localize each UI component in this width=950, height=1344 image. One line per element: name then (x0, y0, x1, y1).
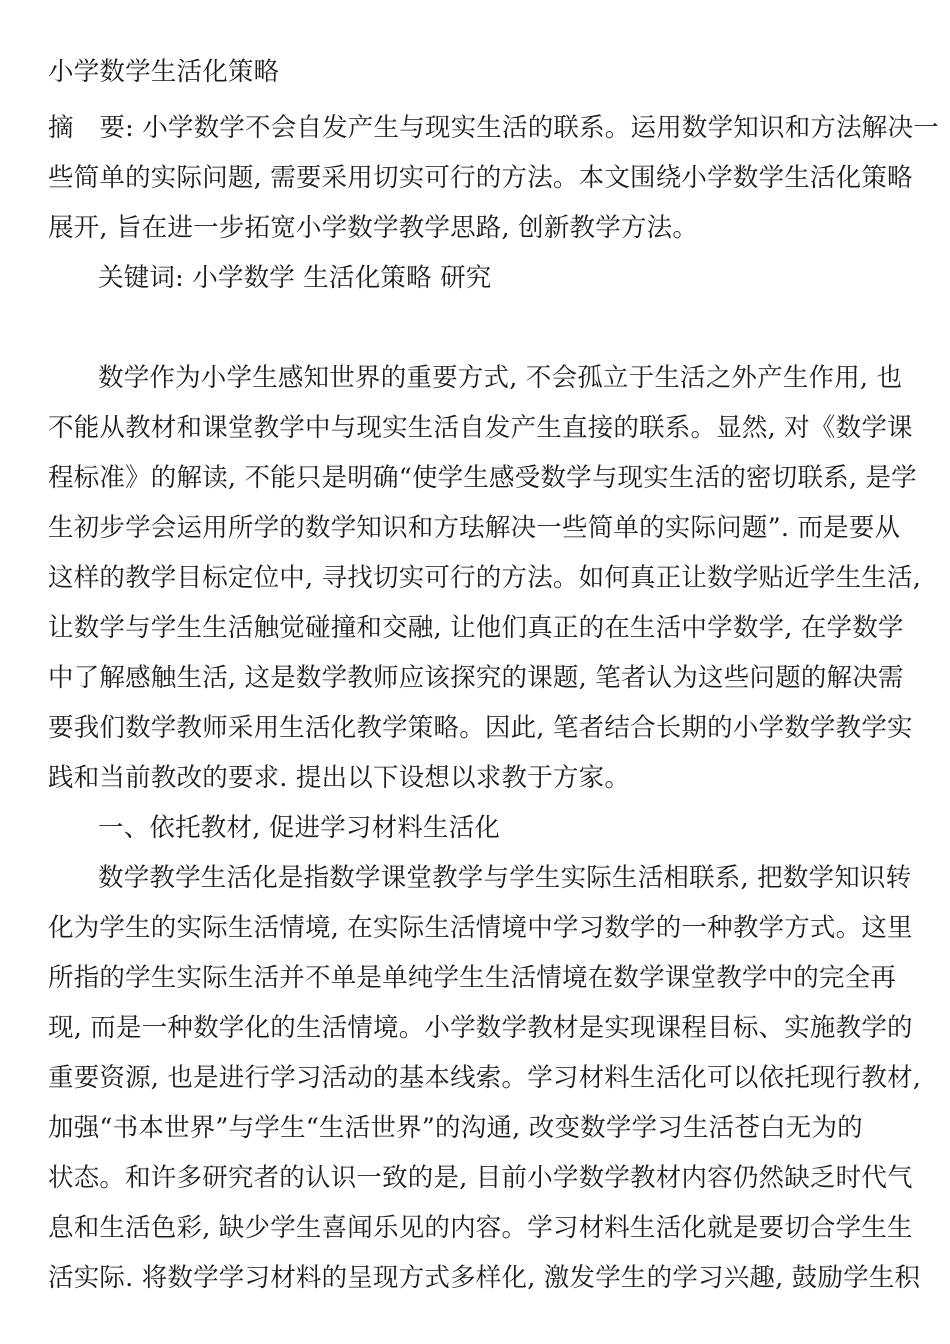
keywords: 关键词: 小学数学 生活化策略 研究 (98, 263, 492, 293)
body-line: 所指的学生实际生活并不单是单纯学生生活情境在数学课堂教学中的完全再 (48, 963, 897, 993)
document-title: 小学数学生活化策略 (48, 57, 280, 87)
body-line: 息和生活色彩, 缺少学生喜闻乐见的内容。学习材料生活化就是要切合学生生 (48, 1213, 913, 1243)
body-line: 生初步学会运用所学的数学知识和方珐解决一些简单的实际问题”. 而是要从 (48, 513, 901, 543)
body-line: 中了解感触生活, 这是数学教师应该探究的课题, 笔者认为这些问题的解决需 (48, 663, 904, 693)
body-line: 状态。和许多研究者的认识一致的是, 目前小学数学教材内容仍然缺乏时代气 (48, 1163, 913, 1193)
body-line: 活实际. 将数学学习材料的呈现方式多样化, 激发学生的学习兴趣, 鼓励学生积 (48, 1263, 921, 1293)
body-line: 加强“书本世界”与学生“生活世界”的沟通, 改变数学学习生活苍白无为的 (48, 1113, 863, 1143)
body-line: 数学作为小学生感知世界的重要方式, 不会孤立于生活之外产生作用, 也 (98, 363, 903, 393)
abstract-line: 摘 要: 小学数学不会自发产生与现实生活的联系。运用数学知识和方法解决一 (48, 113, 939, 143)
body-line: 践和当前教改的要求. 提出以下设想以求教于方家。 (48, 763, 631, 793)
body-line: 数学教学生活化是指数学课堂教学与学生实际生活相联系, 把数学知识转 (98, 863, 912, 893)
body-line: 重要资源, 也是进行学习活动的基本线索。学习材料生活化可以依托现行教材, (48, 1063, 922, 1093)
abstract-line: 些简单的实际问题, 需要采用切实可行的方法。本文围绕小学数学生活化策略 (48, 163, 913, 193)
body-line: 不能从教材和课堂教学中与现实生活自发产生直接的联系。显然, 对《数学课 (48, 413, 913, 443)
body-line: 现, 而是一种数学化的生活情境。小学数学教材是实现课程目标、实施教学的 (48, 1013, 913, 1043)
body-line: 要我们数学教师采用生活化教学策略。因此, 笔者结合长期的小学数学教学实 (48, 713, 913, 743)
body-line: 让数学与学生生活触觉碰撞和交融, 让他们真正的在生活中学数学, 在学数学 (48, 613, 904, 643)
abstract-line: 展开, 旨在进一步拓宽小学数学教学思路, 创新教学方法。 (48, 213, 699, 243)
body-line: 程标准》的解读, 不能只是明确“使学生感受数学与现实生活的密切联系, 是学 (48, 463, 917, 493)
section-heading: 一、依托教材, 促进学习材料生活化 (98, 813, 501, 843)
body-line: 化为学生的实际生活情境, 在实际生活情境中学习数学的一种教学方式。这里 (48, 913, 913, 943)
body-line: 这样的教学目标定位中, 寻找切实可行的方法。如何真正让数学贴近学生生活, (48, 563, 922, 593)
